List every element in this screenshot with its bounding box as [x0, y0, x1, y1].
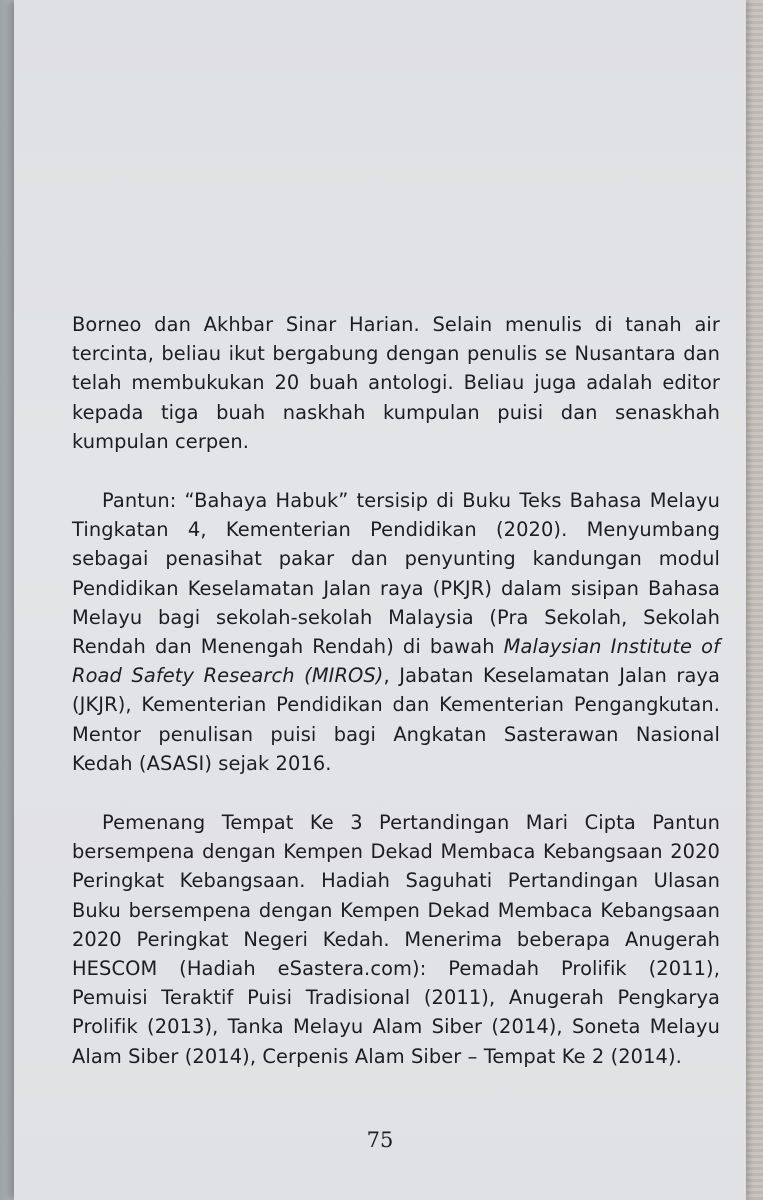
- body-text: [72, 310, 720, 1071]
- paragraph-2-italic-organization: Malaysian Institute of Road Safety Research (MIROS): [72, 635, 721, 688]
- book-page: [14, 0, 746, 1200]
- paragraph-3: Pemenang Tempat Ke 3 Pertandingan Mari Cipta Pantun bersempena dengan Kempen Dekad Membaca Kebangsaan 2020 Peringkat Kebangsaan. Hadiah Saguhati Pertandingan Ulasan Buku bersempena dengan Kempen Dekad Membaca Kebangsaan 2020 Peringkat Negeri Kedah. Menerima beberapa Anugerah HESCOM (Hadiah eSastera.com): Pemadah Prolifik (2011), Pemuisi Teraktif Puisi Tradisional (2011), Anugerah Pengkarya Prolifik (2013), Tanka Melayu Alam Siber (2014), Soneta Melayu Alam Siber (2014), Cerpenis Alam Siber – Tempat Ke 2 (2014).: [72, 811, 720, 1068]
- paragraph-2-text-end: , Jabatan Keselamatan Jalan raya (JKJR), Kementerian Pendidikan dan Kementerian Pengangkutan. Mentor penulisan puisi bagi Angkatan Sasterawan Nasional Kedah (ASASI) sejak 2016.: [72, 664, 720, 775]
- page-number: 75: [366, 1128, 394, 1152]
- background-surface: [745, 0, 763, 1200]
- paragraph-1: Borneo dan Akhbar Sinar Harian. Selain menulis di tanah air tercinta, beliau ikut bergabung dengan penulis se Nusantara dan telah membukukan 20 buah antologi. Beliau juga adalah editor kepada tiga buah naskhah kumpulan puisi dan senaskhah kumpulan cerpen.: [72, 313, 720, 453]
- paragraph-2: [72, 486, 720, 778]
- paragraph-2-text-start: Pantun: “Bahaya Habuk” tersisip di Buku Teks Bahasa Melayu Tingkatan 4, Kementerian Pendidikan (2020). Menyumbang sebagai penasihat pakar dan penyunting kandungan modul Pendidikan Keselamatan Jalan raya (PKJR) dalam sisipan Bahasa Melayu bagi sekolah-sekolah Malaysia (Pra Sekolah, Sekolah Rendah dan Menengah Rendah) di bawah: [72, 489, 720, 659]
